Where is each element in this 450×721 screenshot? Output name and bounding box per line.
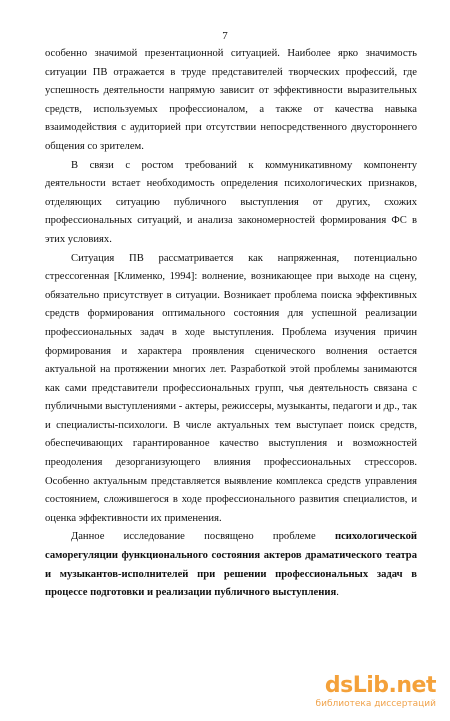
- dslib-logo: dsLib.net: [324, 673, 436, 698]
- page-number: 7: [222, 30, 228, 42]
- dslib-subtitle: библиотека диссертаций: [315, 699, 436, 709]
- body-text: [45, 45, 417, 603]
- watermark[interactable]: [315, 673, 442, 715]
- paragraph-1: особенно значимой презентационной ситуацией. Наиболее ярко значимость ситуации ПВ отражается в труде представителей творческих профессий, где успешность деятельности напрямую зависит от эффективности выразительных средств, используемых профессионалом, а также от качества навыка взаимодействия с аудиторией при отсутствии непосредственного двустороннего общения со зрителем.: [45, 48, 417, 152]
- paragraph-3: Ситуация ПВ рассматривается как напряженная, потенциально стрессогенная [Клименко, 1994]: волнение, возникающее при выходе на сцену, обязательно присутствует в ситуации. Возникает проблема поиска эффективных средств формирования оптимального состояния для успешной реализации профессиональных задач в ходе выступления. Проблема изучения причин формирования и характера проявления сценического волнения остается актуальной на протяжении многих лет. Разработкой этой проблемы занимаются как сами представители профессиональных групп, чья деятельность связана с публичными выступлениями - актеры, режиссеры, музыканты, педагоги и др., так и специалисты-психологи. В числе актуальных тем выступает поиск средств, обеспечивающих гарантированное качество выступления и возможностей преодоления дезорганизующего влияния профессиональных стрессоров. Особенно актуальным представляется выявление комплекса средств управления состоянием, сложившегося в ходе профессионального развития специалистов, и оценка эффективности их применения.: [45, 252, 417, 524]
- paragraph-4: [45, 528, 417, 602]
- paragraph-2: В связи с ростом требований к коммуникативному компоненту деятельности встает необходимость определения психологических признаков, отделяющих ситуацию публичного выступления от других, схожих профессиональных ситуаций, и анализа закономерностей формирования ФС в этих условиях.: [45, 159, 417, 245]
- paragraph-4-tail: .: [336, 587, 339, 599]
- paragraph-4-lead: Данное исследование посвящено проблеме: [71, 531, 335, 543]
- research-topic: психологической саморегуляции функционального состояния актеров драматического театра и музыкантов-исполнителей при решении профессиональных задач в процессе подготовки и реализации публичного выступления: [45, 531, 417, 599]
